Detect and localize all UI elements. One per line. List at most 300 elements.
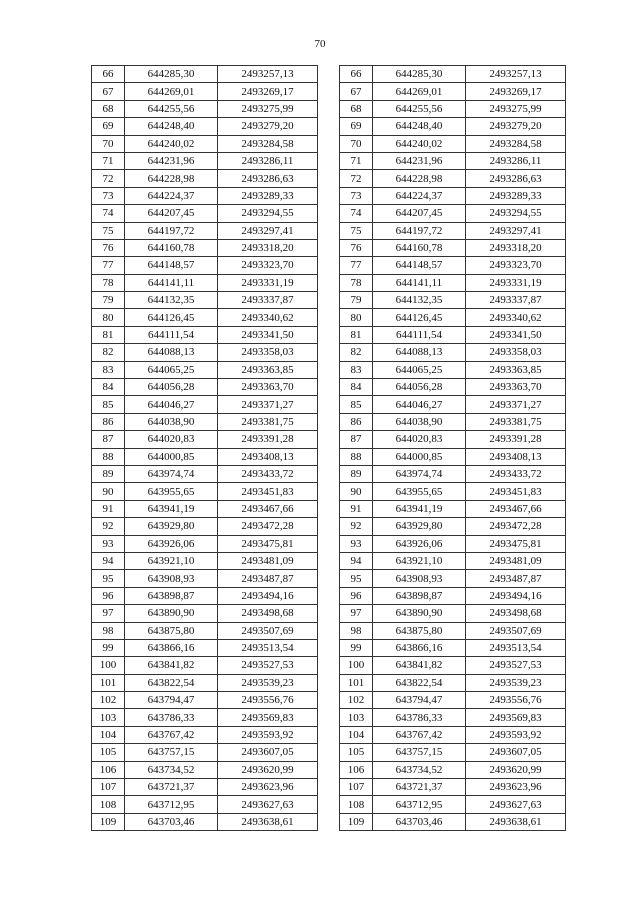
table-row [92,518,318,535]
x-coordinate-cell: 644111,54 [373,326,466,343]
point-number-cell: 102 [92,692,125,709]
table-row [92,692,318,709]
table-row [92,779,318,796]
table-row [340,744,566,761]
table-row [340,535,566,552]
table-row [340,483,566,500]
table-row [92,796,318,813]
y-coordinate-cell: 2493498,68 [218,605,318,622]
y-coordinate-cell: 2493539,23 [466,674,566,691]
point-number-cell: 96 [340,587,373,604]
table-row [340,361,566,378]
x-coordinate-cell: 644148,57 [125,257,218,274]
table-row [340,292,566,309]
x-coordinate-cell: 643822,54 [373,674,466,691]
x-coordinate-cell: 644240,02 [125,135,218,152]
x-coordinate-cell: 643921,10 [125,552,218,569]
y-coordinate-cell: 2493513,54 [218,639,318,656]
x-coordinate-cell: 643703,46 [373,813,466,830]
y-coordinate-cell: 2493337,87 [466,292,566,309]
coordinates-table-left [91,65,318,831]
table-row [92,639,318,656]
point-number-cell: 84 [340,379,373,396]
y-coordinate-cell: 2493467,66 [466,500,566,517]
y-coordinate-cell: 2493451,83 [218,483,318,500]
y-coordinate-cell: 2493297,41 [466,222,566,239]
y-coordinate-cell: 2493607,05 [466,744,566,761]
table-row [92,239,318,256]
x-coordinate-cell: 643712,95 [125,796,218,813]
point-number-cell: 71 [340,152,373,169]
y-coordinate-cell: 2493620,99 [218,761,318,778]
x-coordinate-cell: 644141,11 [125,274,218,291]
table-row [92,657,318,674]
table-row [92,570,318,587]
point-number-cell: 94 [340,552,373,569]
y-coordinate-cell: 2493627,63 [218,796,318,813]
table-row [340,552,566,569]
table-row [340,605,566,622]
point-number-cell: 107 [92,779,125,796]
point-number-cell: 82 [92,344,125,361]
x-coordinate-cell: 644240,02 [373,135,466,152]
point-number-cell: 109 [340,813,373,830]
x-coordinate-cell: 643866,16 [125,639,218,656]
table-row [92,552,318,569]
y-coordinate-cell: 2493286,63 [218,170,318,187]
table-row [92,118,318,135]
x-coordinate-cell: 643875,80 [125,622,218,639]
point-number-cell: 105 [92,744,125,761]
x-coordinate-cell: 644065,25 [373,361,466,378]
table-row [92,326,318,343]
x-coordinate-cell: 644020,83 [125,431,218,448]
point-number-cell: 67 [92,83,125,100]
x-coordinate-cell: 644248,40 [125,118,218,135]
y-coordinate-cell: 2493269,17 [466,83,566,100]
y-coordinate-cell: 2493341,50 [218,326,318,343]
x-coordinate-cell: 644285,30 [373,66,466,83]
table-row [92,465,318,482]
point-number-cell: 101 [92,674,125,691]
table-row [92,66,318,83]
y-coordinate-cell: 2493371,27 [466,396,566,413]
y-coordinate-cell: 2493340,62 [466,309,566,326]
y-coordinate-cell: 2493275,99 [218,100,318,117]
x-coordinate-cell: 643841,82 [125,657,218,674]
table-row [340,66,566,83]
point-number-cell: 109 [92,813,125,830]
x-coordinate-cell: 644038,90 [125,413,218,430]
x-coordinate-cell: 644056,28 [125,379,218,396]
x-coordinate-cell: 643890,90 [373,605,466,622]
y-coordinate-cell: 2493408,13 [466,448,566,465]
table-row [340,761,566,778]
x-coordinate-cell: 644056,28 [373,379,466,396]
point-number-cell: 93 [340,535,373,552]
x-coordinate-cell: 643955,65 [373,483,466,500]
y-coordinate-cell: 2493363,85 [466,361,566,378]
point-number-cell: 95 [340,570,373,587]
x-coordinate-cell: 644020,83 [373,431,466,448]
table-row [340,779,566,796]
y-coordinate-cell: 2493363,85 [218,361,318,378]
point-number-cell: 74 [92,205,125,222]
point-number-cell: 77 [340,257,373,274]
x-coordinate-cell: 643866,16 [373,639,466,656]
table-row [92,709,318,726]
y-coordinate-cell: 2493286,11 [466,152,566,169]
table-row [92,152,318,169]
x-coordinate-cell: 643941,19 [125,500,218,517]
table-row [340,118,566,135]
point-number-cell: 105 [340,744,373,761]
y-coordinate-cell: 2493527,53 [218,657,318,674]
x-coordinate-cell: 644255,56 [373,100,466,117]
y-coordinate-cell: 2493286,63 [466,170,566,187]
y-coordinate-cell: 2493556,76 [218,692,318,709]
point-number-cell: 75 [92,222,125,239]
y-coordinate-cell: 2493481,09 [218,552,318,569]
x-coordinate-cell: 644224,37 [125,187,218,204]
y-coordinate-cell: 2493284,58 [218,135,318,152]
point-number-cell: 81 [340,326,373,343]
x-coordinate-cell: 643890,90 [125,605,218,622]
table-row [92,413,318,430]
x-coordinate-cell: 643794,47 [373,692,466,709]
x-coordinate-cell: 644197,72 [373,222,466,239]
point-number-cell: 103 [340,709,373,726]
y-coordinate-cell: 2493607,05 [218,744,318,761]
point-number-cell: 90 [92,483,125,500]
table-row [340,431,566,448]
point-number-cell: 100 [92,657,125,674]
page-number: 70 [314,38,326,50]
x-coordinate-cell: 644038,90 [373,413,466,430]
y-coordinate-cell: 2493498,68 [466,605,566,622]
table-row [340,500,566,517]
x-coordinate-cell: 643767,42 [373,726,466,743]
y-coordinate-cell: 2493294,55 [218,205,318,222]
table-row [340,135,566,152]
table-row [92,135,318,152]
x-coordinate-cell: 644065,25 [125,361,218,378]
table-row [92,222,318,239]
table-row [92,813,318,830]
table-row [340,326,566,343]
y-coordinate-cell: 2493556,76 [466,692,566,709]
point-number-cell: 85 [340,396,373,413]
y-coordinate-cell: 2493487,87 [466,570,566,587]
y-coordinate-cell: 2493323,70 [466,257,566,274]
table-row [340,813,566,830]
x-coordinate-cell: 644141,11 [373,274,466,291]
x-coordinate-cell: 644197,72 [125,222,218,239]
y-coordinate-cell: 2493289,33 [218,187,318,204]
table-row [340,657,566,674]
point-number-cell: 102 [340,692,373,709]
table-row [92,535,318,552]
x-coordinate-cell: 644132,35 [373,292,466,309]
x-coordinate-cell: 644224,37 [373,187,466,204]
point-number-cell: 91 [340,500,373,517]
point-number-cell: 68 [340,100,373,117]
point-number-cell: 107 [340,779,373,796]
x-coordinate-cell: 644000,85 [373,448,466,465]
x-coordinate-cell: 643734,52 [373,761,466,778]
x-coordinate-cell: 643908,93 [125,570,218,587]
table-row [92,500,318,517]
y-coordinate-cell: 2493257,13 [218,66,318,83]
y-coordinate-cell: 2493539,23 [218,674,318,691]
y-coordinate-cell: 2493623,96 [466,779,566,796]
y-coordinate-cell: 2493341,50 [466,326,566,343]
table-row [340,692,566,709]
table-row [92,292,318,309]
table-row [340,379,566,396]
point-number-cell: 88 [92,448,125,465]
point-number-cell: 80 [92,309,125,326]
y-coordinate-cell: 2493638,61 [466,813,566,830]
point-number-cell: 78 [92,274,125,291]
y-coordinate-cell: 2493358,03 [218,344,318,361]
point-number-cell: 97 [92,605,125,622]
y-coordinate-cell: 2493331,19 [466,274,566,291]
point-number-cell: 77 [92,257,125,274]
point-number-cell: 86 [92,413,125,430]
point-number-cell: 106 [92,761,125,778]
table-row [92,483,318,500]
point-number-cell: 103 [92,709,125,726]
table-row [340,83,566,100]
table-row [340,796,566,813]
x-coordinate-cell: 644148,57 [373,257,466,274]
table-row [340,396,566,413]
x-coordinate-cell: 643955,65 [125,483,218,500]
x-coordinate-cell: 643921,10 [373,552,466,569]
point-number-cell: 85 [92,396,125,413]
point-number-cell: 91 [92,500,125,517]
y-coordinate-cell: 2493294,55 [466,205,566,222]
x-coordinate-cell: 643757,15 [125,744,218,761]
y-coordinate-cell: 2493337,87 [218,292,318,309]
x-coordinate-cell: 643875,80 [373,622,466,639]
point-number-cell: 75 [340,222,373,239]
y-coordinate-cell: 2493638,61 [218,813,318,830]
point-number-cell: 72 [340,170,373,187]
x-coordinate-cell: 644269,01 [125,83,218,100]
point-number-cell: 74 [340,205,373,222]
x-coordinate-cell: 644231,96 [373,152,466,169]
y-coordinate-cell: 2493513,54 [466,639,566,656]
x-coordinate-cell: 643822,54 [125,674,218,691]
y-coordinate-cell: 2493323,70 [218,257,318,274]
x-coordinate-cell: 643734,52 [125,761,218,778]
table-row [340,274,566,291]
y-coordinate-cell: 2493475,81 [466,535,566,552]
y-coordinate-cell: 2493569,83 [466,709,566,726]
table-row [92,344,318,361]
x-coordinate-cell: 644132,35 [125,292,218,309]
point-number-cell: 67 [340,83,373,100]
point-number-cell: 94 [92,552,125,569]
table-row [92,587,318,604]
table-row [92,205,318,222]
x-coordinate-cell: 644160,78 [125,239,218,256]
y-coordinate-cell: 2493381,75 [466,413,566,430]
point-number-cell: 73 [340,187,373,204]
x-coordinate-cell: 644088,13 [373,344,466,361]
table-row [92,761,318,778]
x-coordinate-cell: 643794,47 [125,692,218,709]
x-coordinate-cell: 644228,98 [125,170,218,187]
table-row [340,222,566,239]
y-coordinate-cell: 2493472,28 [466,518,566,535]
point-number-cell: 104 [92,726,125,743]
table-row [340,570,566,587]
y-coordinate-cell: 2493286,11 [218,152,318,169]
x-coordinate-cell: 643974,74 [125,465,218,482]
point-number-cell: 93 [92,535,125,552]
y-coordinate-cell: 2493620,99 [466,761,566,778]
table-row [92,726,318,743]
y-coordinate-cell: 2493475,81 [218,535,318,552]
table-row [340,152,566,169]
table-row [340,187,566,204]
point-number-cell: 66 [92,66,125,83]
point-number-cell: 69 [92,118,125,135]
point-number-cell: 96 [92,587,125,604]
table-row [340,170,566,187]
x-coordinate-cell: 644126,45 [373,309,466,326]
point-number-cell: 88 [340,448,373,465]
y-coordinate-cell: 2493318,20 [218,239,318,256]
y-coordinate-cell: 2493593,92 [218,726,318,743]
point-number-cell: 81 [92,326,125,343]
point-number-cell: 101 [340,674,373,691]
table-row [92,100,318,117]
x-coordinate-cell: 643926,06 [125,535,218,552]
table-row [340,448,566,465]
x-coordinate-cell: 643898,87 [125,587,218,604]
x-coordinate-cell: 643721,37 [373,779,466,796]
x-coordinate-cell: 643926,06 [373,535,466,552]
y-coordinate-cell: 2493487,87 [218,570,318,587]
x-coordinate-cell: 644207,45 [125,205,218,222]
table-row [92,674,318,691]
point-number-cell: 86 [340,413,373,430]
table-row [340,205,566,222]
point-number-cell: 108 [92,796,125,813]
x-coordinate-cell: 643941,19 [373,500,466,517]
table-row [340,622,566,639]
y-coordinate-cell: 2493494,16 [466,587,566,604]
x-coordinate-cell: 644228,98 [373,170,466,187]
x-coordinate-cell: 644231,96 [125,152,218,169]
x-coordinate-cell: 643898,87 [373,587,466,604]
table-row [340,518,566,535]
point-number-cell: 92 [340,518,373,535]
point-number-cell: 83 [92,361,125,378]
y-coordinate-cell: 2493569,83 [218,709,318,726]
y-coordinate-cell: 2493433,72 [218,465,318,482]
point-number-cell: 87 [340,431,373,448]
y-coordinate-cell: 2493269,17 [218,83,318,100]
y-coordinate-cell: 2493257,13 [466,66,566,83]
table-row [340,587,566,604]
x-coordinate-cell: 643757,15 [373,744,466,761]
table-row [92,361,318,378]
y-coordinate-cell: 2493507,69 [466,622,566,639]
x-coordinate-cell: 644111,54 [125,326,218,343]
table-row [92,170,318,187]
table-row [340,344,566,361]
x-coordinate-cell: 644285,30 [125,66,218,83]
x-coordinate-cell: 644160,78 [373,239,466,256]
y-coordinate-cell: 2493481,09 [466,552,566,569]
y-coordinate-cell: 2493507,69 [218,622,318,639]
point-number-cell: 78 [340,274,373,291]
x-coordinate-cell: 643712,95 [373,796,466,813]
x-coordinate-cell: 643721,37 [125,779,218,796]
x-coordinate-cell: 643786,33 [125,709,218,726]
table-row [340,465,566,482]
x-coordinate-cell: 644000,85 [125,448,218,465]
point-number-cell: 87 [92,431,125,448]
y-coordinate-cell: 2493451,83 [466,483,566,500]
x-coordinate-cell: 643929,80 [125,518,218,535]
y-coordinate-cell: 2493408,13 [218,448,318,465]
point-number-cell: 71 [92,152,125,169]
table-row [92,379,318,396]
y-coordinate-cell: 2493318,20 [466,239,566,256]
x-coordinate-cell: 644126,45 [125,309,218,326]
point-number-cell: 98 [92,622,125,639]
table-row [340,674,566,691]
y-coordinate-cell: 2493297,41 [218,222,318,239]
y-coordinate-cell: 2493363,70 [466,379,566,396]
x-coordinate-cell: 644248,40 [373,118,466,135]
point-number-cell: 108 [340,796,373,813]
point-number-cell: 89 [92,465,125,482]
x-coordinate-cell: 643841,82 [373,657,466,674]
y-coordinate-cell: 2493331,19 [218,274,318,291]
table-row [92,396,318,413]
coordinates-table-right [339,65,566,831]
point-number-cell: 73 [92,187,125,204]
x-coordinate-cell: 643929,80 [373,518,466,535]
y-coordinate-cell: 2493593,92 [466,726,566,743]
y-coordinate-cell: 2493472,28 [218,518,318,535]
x-coordinate-cell: 643786,33 [373,709,466,726]
table-row [92,744,318,761]
point-number-cell: 98 [340,622,373,639]
point-number-cell: 106 [340,761,373,778]
point-number-cell: 69 [340,118,373,135]
y-coordinate-cell: 2493279,20 [218,118,318,135]
y-coordinate-cell: 2493363,70 [218,379,318,396]
point-number-cell: 99 [92,639,125,656]
y-coordinate-cell: 2493627,63 [466,796,566,813]
y-coordinate-cell: 2493275,99 [466,100,566,117]
y-coordinate-cell: 2493340,62 [218,309,318,326]
x-coordinate-cell: 644046,27 [373,396,466,413]
point-number-cell: 68 [92,100,125,117]
table-row [92,83,318,100]
point-number-cell: 76 [92,239,125,256]
x-coordinate-cell: 643767,42 [125,726,218,743]
y-coordinate-cell: 2493494,16 [218,587,318,604]
